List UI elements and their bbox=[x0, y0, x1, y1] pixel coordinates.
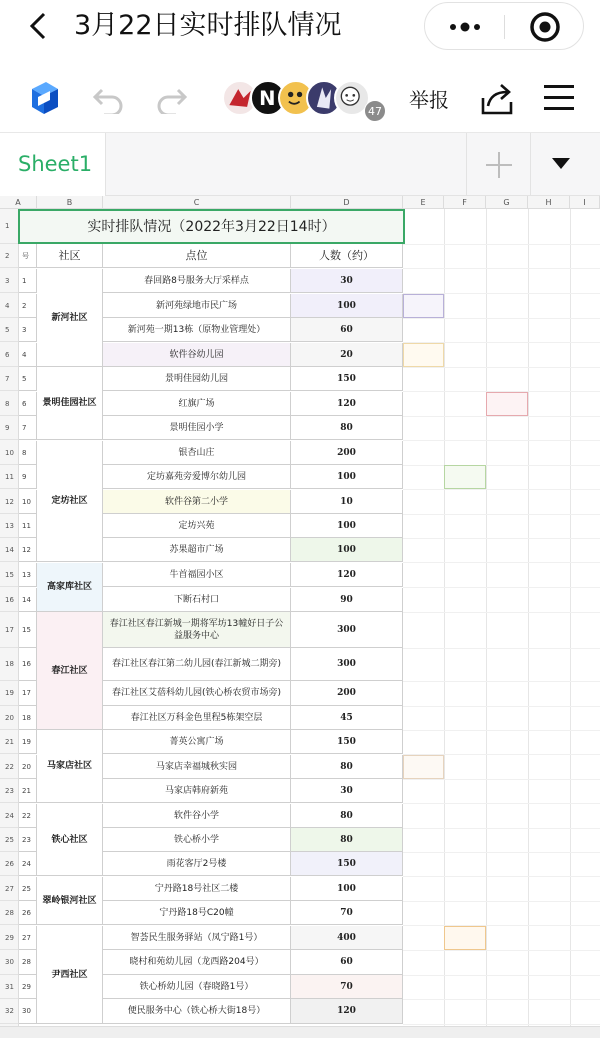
count-cell[interactable]: 30 bbox=[291, 269, 403, 293]
mini-program-capsule bbox=[424, 2, 584, 50]
count-cell[interactable]: 100 bbox=[291, 465, 403, 489]
col-a-cell[interactable]: 28 bbox=[19, 950, 37, 975]
grid-line bbox=[403, 268, 600, 269]
svg-text:N: N bbox=[259, 87, 276, 111]
site-cell[interactable]: 春江社区春江新城一期将军坊13幢好日子公益服务中心 bbox=[103, 612, 291, 648]
col-a-cell[interactable]: 12 bbox=[19, 538, 37, 562]
site-cell[interactable]: 苏果超市广场 bbox=[103, 538, 291, 562]
share-icon[interactable] bbox=[480, 82, 514, 116]
col-a-cell[interactable]: 15 bbox=[19, 612, 37, 648]
count-cell[interactable]: 120 bbox=[291, 392, 403, 416]
grid-line bbox=[403, 514, 600, 515]
community-cell[interactable]: 马家店社区 bbox=[37, 730, 103, 803]
col-a-cell[interactable]: 17 bbox=[19, 681, 37, 706]
row-number[interactable]: 15 bbox=[0, 563, 18, 587]
col-a-cell[interactable]: 19 bbox=[19, 730, 37, 754]
sheet-menu-button[interactable] bbox=[530, 133, 600, 196]
col-a-cell[interactable]: 22 bbox=[19, 804, 37, 828]
row-number[interactable]: 8 bbox=[0, 392, 18, 416]
row-number[interactable]: 9 bbox=[0, 416, 18, 440]
site-cell[interactable]: 便民服务中心（铁心桥大街18号） bbox=[103, 999, 291, 1024]
col-a-cell[interactable]: 8 bbox=[19, 441, 37, 465]
count-cell[interactable]: 90 bbox=[291, 588, 403, 612]
column-letter[interactable]: C bbox=[103, 196, 291, 209]
grid-line bbox=[403, 876, 600, 877]
site-cell[interactable]: 马家店韩府新苑 bbox=[103, 779, 291, 803]
count-cell[interactable]: 300 bbox=[291, 612, 403, 648]
triangle-down-icon bbox=[552, 158, 570, 170]
grid-line bbox=[570, 209, 571, 1026]
highlighted-empty-cell[interactable] bbox=[403, 343, 444, 367]
count-cell[interactable]: 60 bbox=[291, 318, 403, 342]
site-cell[interactable]: 春回路8号服务大厅采样点 bbox=[103, 269, 291, 293]
sheet-tab-bar bbox=[0, 132, 600, 196]
grid-line bbox=[403, 416, 600, 417]
col-a-cell[interactable]: 16 bbox=[19, 648, 37, 681]
col-a-cell[interactable]: 10 bbox=[19, 490, 37, 514]
col-a-cell[interactable]: 14 bbox=[19, 588, 37, 612]
row-number[interactable]: 28 bbox=[0, 901, 18, 925]
column-letter[interactable]: I bbox=[570, 196, 600, 209]
grid-line bbox=[486, 209, 487, 1026]
chevron-left-icon[interactable] bbox=[24, 8, 54, 44]
row-number[interactable]: 2 bbox=[0, 244, 18, 268]
site-cell[interactable]: 定坊兴苑 bbox=[103, 514, 291, 538]
grid-line bbox=[403, 828, 600, 829]
count-cell[interactable]: 100 bbox=[291, 877, 403, 901]
grid-line bbox=[403, 925, 600, 926]
col-a-cell[interactable]: 3 bbox=[19, 318, 37, 342]
grid-line bbox=[528, 209, 529, 1026]
count-cell[interactable]: 80 bbox=[291, 755, 403, 779]
grid-line bbox=[403, 440, 600, 441]
sheet-title-cell[interactable]: 实时排队情况（2022年3月22日14时） bbox=[18, 209, 405, 244]
count-cell[interactable]: 60 bbox=[291, 950, 403, 975]
community-cell[interactable]: 新河社区 bbox=[37, 269, 103, 367]
site-cell[interactable]: 软件谷幼儿园 bbox=[103, 343, 291, 367]
column-header-bar bbox=[0, 196, 600, 209]
row-number[interactable]: 10 bbox=[0, 441, 18, 465]
grid-line bbox=[403, 489, 600, 490]
col-a-cell[interactable]: 18 bbox=[19, 706, 37, 730]
highlighted-empty-cell[interactable] bbox=[403, 294, 444, 318]
site-cell[interactable]: 菁英公寓广场 bbox=[103, 730, 291, 754]
count-cell[interactable]: 150 bbox=[291, 367, 403, 391]
col-a-cell[interactable]: 6 bbox=[19, 392, 37, 416]
site-cell[interactable]: 春江社区艾蓓科幼儿园(铁心桥农贸市场旁) bbox=[103, 681, 291, 706]
row-number[interactable]: 22 bbox=[0, 755, 18, 779]
row-number[interactable]: 17 bbox=[0, 612, 18, 648]
site-cell[interactable]: 春江社区万科金色里程5栋架空层 bbox=[103, 706, 291, 730]
count-cell[interactable]: 200 bbox=[291, 441, 403, 465]
col-a-cell[interactable]: 9 bbox=[19, 465, 37, 489]
site-cell[interactable]: 银杏山庄 bbox=[103, 441, 291, 465]
highlighted-empty-cell[interactable] bbox=[444, 465, 486, 489]
col-a-cell[interactable]: 20 bbox=[19, 755, 37, 779]
grid-line bbox=[403, 648, 600, 649]
count-cell[interactable]: 80 bbox=[291, 416, 403, 440]
hamburger-menu-icon[interactable] bbox=[544, 82, 574, 112]
site-cell[interactable]: 新河苑一期13栋（原物业管理处） bbox=[103, 318, 291, 342]
col-a-cell[interactable]: 2 bbox=[19, 294, 37, 318]
highlighted-empty-cell[interactable] bbox=[444, 926, 486, 950]
spreadsheet-grid[interactable] bbox=[19, 209, 600, 1026]
count-cell[interactable]: 150 bbox=[291, 730, 403, 754]
row-number[interactable]: 24 bbox=[0, 804, 18, 828]
add-sheet-button[interactable] bbox=[466, 133, 530, 196]
grid-line bbox=[403, 244, 600, 245]
site-cell[interactable]: 牛首福园小区 bbox=[103, 563, 291, 587]
col-a-cell[interactable]: 13 bbox=[19, 563, 37, 587]
column-letter[interactable]: G bbox=[486, 196, 528, 209]
grid-line bbox=[403, 587, 600, 588]
redo-icon[interactable] bbox=[154, 86, 188, 114]
row-number[interactable]: 5 bbox=[0, 318, 18, 342]
row-number[interactable]: 23 bbox=[0, 779, 18, 803]
count-cell[interactable]: 400 bbox=[291, 926, 403, 950]
col-a-cell[interactable]: 21 bbox=[19, 779, 37, 803]
col-a-cell[interactable]: 4 bbox=[19, 343, 37, 367]
header-site[interactable]: 点位 bbox=[103, 244, 291, 268]
row-number[interactable]: 20 bbox=[0, 706, 18, 730]
column-letter[interactable]: A bbox=[0, 196, 37, 209]
tab-sheet1-label: Sheet1 bbox=[18, 152, 93, 176]
bottom-scrollbar-area bbox=[0, 1026, 600, 1038]
site-cell[interactable]: 软件谷第二小学 bbox=[103, 490, 291, 514]
grid-line bbox=[403, 538, 600, 539]
count-cell[interactable]: 120 bbox=[291, 563, 403, 587]
site-cell[interactable]: 铁心桥小学 bbox=[103, 828, 291, 852]
site-cell[interactable]: 春江社区春江第二幼儿园(春江新城二期旁) bbox=[103, 648, 291, 681]
count-cell[interactable]: 45 bbox=[291, 706, 403, 730]
count-cell[interactable]: 70 bbox=[291, 975, 403, 999]
column-letter[interactable]: B bbox=[37, 196, 103, 209]
row-number[interactable]: 16 bbox=[0, 588, 18, 612]
count-cell[interactable]: 30 bbox=[291, 779, 403, 803]
more-dots-icon[interactable] bbox=[445, 15, 485, 39]
column-letter[interactable]: D bbox=[291, 196, 403, 209]
community-cell[interactable]: 定坊社区 bbox=[37, 441, 103, 562]
site-cell[interactable]: 新河苑绿地市民广场 bbox=[103, 294, 291, 318]
row-number[interactable]: 26 bbox=[0, 852, 18, 876]
count-cell[interactable]: 10 bbox=[291, 490, 403, 514]
row-number[interactable]: 6 bbox=[0, 343, 18, 367]
row-header-bar bbox=[0, 209, 19, 1026]
site-cell[interactable]: 宁丹路18号社区二楼 bbox=[103, 877, 291, 901]
row-number[interactable]: 21 bbox=[0, 730, 18, 754]
row-number[interactable]: 29 bbox=[0, 926, 18, 950]
col-a-cell[interactable]: 1 bbox=[19, 269, 37, 293]
plus-icon bbox=[485, 151, 513, 179]
target-close-icon[interactable] bbox=[529, 11, 561, 43]
highlighted-empty-cell[interactable] bbox=[486, 392, 528, 416]
count-cell[interactable]: 80 bbox=[291, 804, 403, 828]
community-cell[interactable]: 尹西社区 bbox=[37, 926, 103, 1024]
count-cell[interactable]: 80 bbox=[291, 828, 403, 852]
header-community[interactable]: 社区 bbox=[37, 244, 103, 268]
grid-line bbox=[403, 730, 600, 731]
grid-line bbox=[403, 901, 600, 902]
col-a-cell[interactable]: 23 bbox=[19, 828, 37, 852]
row-number[interactable]: 7 bbox=[0, 367, 18, 391]
row-number[interactable]: 31 bbox=[0, 975, 18, 999]
column-letter[interactable]: F bbox=[444, 196, 486, 209]
nav-bar bbox=[0, 0, 600, 52]
site-cell[interactable]: 景明佳园小学 bbox=[103, 416, 291, 440]
site-cell[interactable]: 马家店幸福城秋实园 bbox=[103, 755, 291, 779]
report-button[interactable]: 举报 bbox=[409, 88, 449, 112]
tencent-docs-logo-icon[interactable] bbox=[26, 80, 62, 116]
site-cell[interactable]: 铁心桥幼儿园（春晓路1号） bbox=[103, 975, 291, 999]
col-a-cell[interactable]: 29 bbox=[19, 975, 37, 999]
row-number[interactable]: 12 bbox=[0, 490, 18, 514]
count-cell[interactable]: 200 bbox=[291, 681, 403, 706]
grid-line bbox=[403, 1024, 600, 1025]
count-cell[interactable]: 20 bbox=[291, 343, 403, 367]
row-number[interactable]: 30 bbox=[0, 950, 18, 975]
col-a-cell[interactable]: 7 bbox=[19, 416, 37, 440]
column-letter[interactable]: H bbox=[528, 196, 570, 209]
column-letter[interactable]: E bbox=[403, 196, 444, 209]
grid-line bbox=[444, 209, 445, 1026]
col-a-cell[interactable]: 30 bbox=[19, 999, 37, 1024]
page-title: 3月22日实时排队情况 bbox=[74, 10, 342, 41]
header-count[interactable]: 人数（约） bbox=[291, 244, 403, 268]
count-cell[interactable]: 100 bbox=[291, 538, 403, 562]
site-cell[interactable]: 智荟民生服务驿站（凤宁路1号） bbox=[103, 926, 291, 950]
row-number[interactable]: 27 bbox=[0, 877, 18, 901]
collaborator-avatars[interactable] bbox=[222, 80, 382, 120]
col-a-cell[interactable]: 5 bbox=[19, 367, 37, 391]
col-a-cell[interactable]: 27 bbox=[19, 926, 37, 950]
site-cell[interactable]: 宁丹路18号C20幢 bbox=[103, 901, 291, 925]
row-number[interactable]: 13 bbox=[0, 514, 18, 538]
grid-line bbox=[403, 803, 600, 804]
grid-line bbox=[403, 612, 600, 613]
grid-line bbox=[403, 367, 600, 368]
undo-icon[interactable] bbox=[92, 86, 126, 114]
row-number[interactable]: 14 bbox=[0, 538, 18, 562]
tab-sheet1[interactable] bbox=[0, 133, 106, 196]
collaborator-count-badge: 47 bbox=[364, 100, 386, 122]
site-cell[interactable]: 雨花客厅2号楼 bbox=[103, 852, 291, 876]
grid-line bbox=[403, 950, 600, 951]
row-number[interactable]: 19 bbox=[0, 681, 18, 706]
count-cell[interactable]: 120 bbox=[291, 999, 403, 1024]
site-cell[interactable]: 红旗广场 bbox=[103, 392, 291, 416]
site-cell[interactable]: 下断石村口 bbox=[103, 588, 291, 612]
row-number[interactable]: 1 bbox=[0, 209, 18, 244]
community-cell[interactable]: 春江社区 bbox=[37, 612, 103, 730]
col-a-cell[interactable]: 26 bbox=[19, 901, 37, 925]
capsule-divider bbox=[504, 15, 505, 39]
grid-line bbox=[403, 318, 600, 319]
community-cell[interactable]: 铁心社区 bbox=[37, 804, 103, 876]
col-a-cell[interactable]: 25 bbox=[19, 877, 37, 901]
grid-line bbox=[403, 706, 600, 707]
row-number[interactable]: 3 bbox=[0, 269, 18, 293]
grid-line bbox=[403, 852, 600, 853]
community-cell[interactable]: 翠岭银河社区 bbox=[37, 877, 103, 925]
grid-line bbox=[403, 999, 600, 1000]
col-a-cell[interactable]: 11 bbox=[19, 514, 37, 538]
count-cell[interactable]: 300 bbox=[291, 648, 403, 681]
count-cell[interactable]: 100 bbox=[291, 514, 403, 538]
grid-line bbox=[403, 465, 600, 466]
row-number[interactable]: 4 bbox=[0, 294, 18, 318]
grid-line bbox=[403, 975, 600, 976]
count-cell[interactable]: 150 bbox=[291, 852, 403, 876]
grid-line bbox=[403, 562, 600, 563]
row-number[interactable]: 25 bbox=[0, 828, 18, 852]
site-cell[interactable]: 晓村和苑幼儿园（龙西路204号） bbox=[103, 950, 291, 975]
count-cell[interactable]: 70 bbox=[291, 901, 403, 925]
community-cell[interactable]: 高家库社区 bbox=[37, 563, 103, 612]
grid-line bbox=[403, 779, 600, 780]
count-cell[interactable]: 100 bbox=[291, 294, 403, 318]
grid-line bbox=[403, 681, 600, 682]
row-number[interactable]: 11 bbox=[0, 465, 18, 489]
site-cell[interactable]: 软件谷小学 bbox=[103, 804, 291, 828]
col-a-cell[interactable]: 号 bbox=[19, 244, 37, 268]
highlighted-empty-cell[interactable] bbox=[403, 755, 444, 779]
site-cell[interactable]: 定坊嘉苑旁爱博尔幼儿园 bbox=[103, 465, 291, 489]
site-cell[interactable]: 景明佳园幼儿园 bbox=[103, 367, 291, 391]
row-number[interactable]: 18 bbox=[0, 648, 18, 681]
row-number[interactable]: 32 bbox=[0, 999, 18, 1024]
community-cell[interactable]: 景明佳园社区 bbox=[37, 367, 103, 440]
col-a-cell[interactable]: 24 bbox=[19, 852, 37, 876]
